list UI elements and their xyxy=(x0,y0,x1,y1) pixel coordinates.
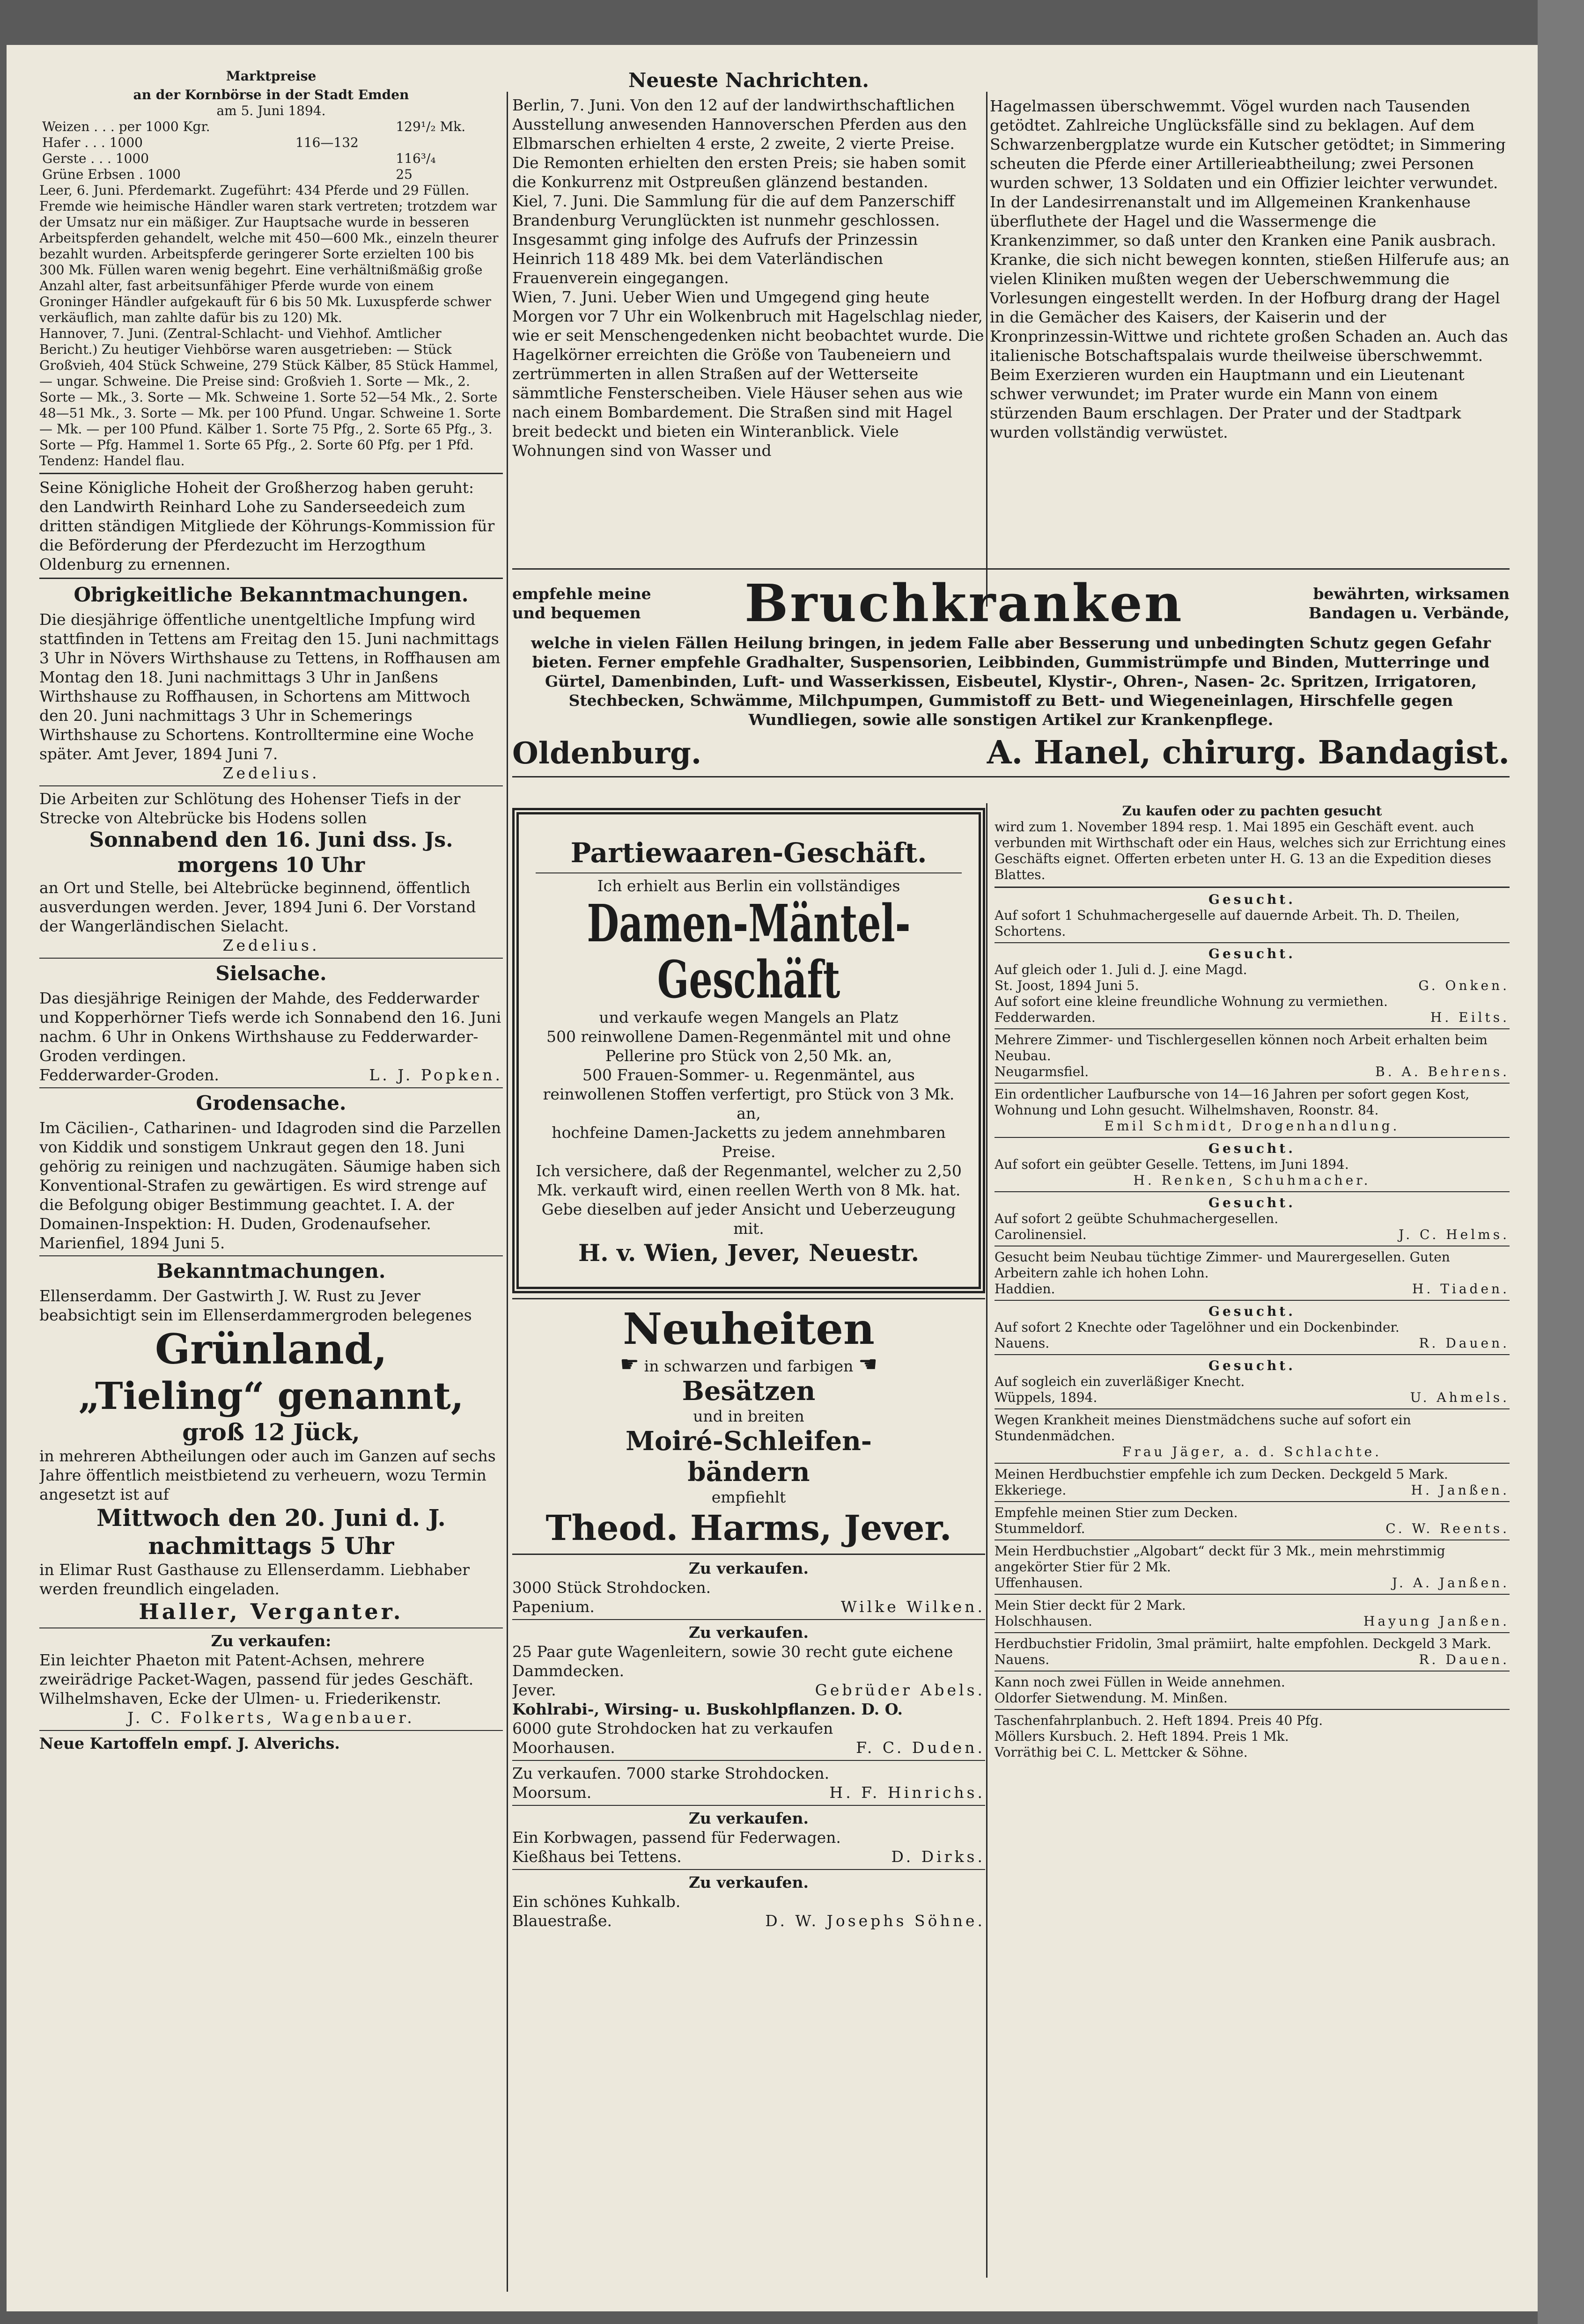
canal-notice-body: an Ort und Stelle, bei Altebrücke beginnend, öffentlich ausverdungen werden. Jever, 1894 Juni 6. Der Vorstand der Wangerländischen Sielacht. xyxy=(39,879,476,935)
official-notices-title: Obrigkeitliche Bekanntmachungen. xyxy=(74,583,469,606)
signature: Emil Schmidt, Drogenhandlung. xyxy=(1104,1118,1400,1134)
notice-grand-duke: Seine Königliche Hoheit der Großherzog haben geruht: den Landwirth Reinhard Lohe zu Sanderseedeich zum dritten ständigen Mitgliede der Köhrungs-Kommission für die Beförderung der Pferdezucht im Herzogthum Oldenburg zu ernennen. xyxy=(39,478,495,573)
wanted-body: Auf sofort 2 geübte Schuhmachergesellen. xyxy=(995,1211,1279,1226)
wanted-title: Gesucht. xyxy=(1208,1304,1296,1319)
vaccination-notice: Die diesjährige öffentliche unentgeltliche Impfung wird stattfinden in Tettens am Freitag den 15. Juni nachmittags 3 Uhr in Növers Wirthshause zu Tettens, in Roffhausen am Montag den 18. Juni nachmittags 3 Uhr in Janßens Wirthshause zu Roffhausen, in Schortens am Mittwoch den 20. Juni nachmittags 3 Uhr in Schemerings Wirthshause zu Schortens. Kontrolltermine eine Woche später. Amt Jever, 1894 Juni 7. xyxy=(39,610,501,763)
newspaper-page xyxy=(7,45,1538,2311)
signature-row: Stummeldorf. C. W. Reents. xyxy=(995,1521,1510,1536)
novelties-line-3: und in breiten xyxy=(693,1407,804,1425)
divider xyxy=(995,1408,1510,1409)
signature-row: Holschhausen. Hayung Janßen. xyxy=(995,1613,1510,1629)
auction-place: in Elimar Rust Gasthause zu Ellenserdamm. Liebhaber werden freundlich eingeladen. xyxy=(39,1561,470,1598)
signature-row: Kießhaus bei Tettens. D. Dirks. xyxy=(512,1847,985,1866)
canal-time: morgens 10 Uhr xyxy=(177,853,365,877)
rent-title: Zu kaufen oder zu pachten gesucht xyxy=(1122,803,1382,819)
column-middle xyxy=(512,50,985,460)
for-sale-title: Zu verkaufen: xyxy=(211,1632,332,1650)
coat-ad-title-2: Geschäft xyxy=(657,949,840,1010)
lot-size: groß 12 Jück, xyxy=(182,1418,360,1446)
coat-ad-intro: Ich erhielt aus Berlin ein vollständiges xyxy=(597,877,900,895)
divider xyxy=(39,578,503,579)
signature: Zedelius. xyxy=(222,936,320,954)
divider xyxy=(39,785,503,786)
signature-row: Papenium. Wilke Wilken. xyxy=(512,1598,985,1616)
groden-notice: Im Cäcilien-, Catharinen- und Idagroden sind die Parzellen von Kiddik und sonstigem Unkraut gegen den 18. Juni gehörig zu reinigen und nachzugäten. Säumige haben sich Konventional-Strafen zu gewärtigen. Es wird strenge auf die Befolgung obiger Bestimmung geachtet. I. A. der Domainen-Inspektion: H. Duden, Grodenaufseher. xyxy=(39,1119,501,1233)
sale-4-body: 6000 gute Strohdocken hat zu verkaufen xyxy=(512,1719,833,1738)
novelties-line-5: bändern xyxy=(687,1457,810,1488)
signature-row: Uffenhausen. J. A. Janßen. xyxy=(995,1575,1510,1591)
signature-row: Moorsum. H. F. Hinrichs. xyxy=(512,1783,985,1802)
signature-row: Fedderwarder-Groden. L. J. Popken. xyxy=(39,1066,503,1084)
signature-row: Neugarmsfiel. B. A. Behrens. xyxy=(995,1064,1510,1079)
coat-ad-reason: und verkaufe wegen Mangels an Platz xyxy=(599,1008,899,1026)
wanted-body: Auf sofort 2 Knechte oder Tagelöhner und ein Dockenbinder. xyxy=(995,1320,1400,1335)
signature-row: Blauestraße. D. W. Josephs Söhne. xyxy=(512,1912,985,1930)
pointing-hand-left-icon: ☚ xyxy=(858,1351,878,1377)
divider xyxy=(512,1869,985,1870)
book-binding-edge xyxy=(1538,0,1584,2324)
column-right-classifieds xyxy=(995,803,1510,1760)
pointing-hand-right-icon: ☛ xyxy=(619,1351,640,1377)
divider xyxy=(995,1191,1510,1192)
column-divider xyxy=(986,92,987,607)
rupture-ad-body: welche in vielen Fällen Heilung bringen, in jedem Falle aber Besserung und unbedingten Schutz gegen Gefahr bieten. Ferner empfehle Gradhalter, Suspensorien, Leibbinden, Gummistrümpfe und Binden, Mutterringe und Gürtel, Damenbinden, Luft- und Wasserkissen, Eisbeutel, Klystir-, Ohren-, Nasen- 2c. Spritzen, Irrigatoren, Stechbecken, Schwämme, Milchpumpen, Gummistoff zu Bett- und Wiegeneinlagen, Hirschfelle gegen Wundliegen, sowie alle sonstigen Artikel zur Krankenpflege. xyxy=(530,634,1491,729)
latest-news-title: Neueste Nachrichten. xyxy=(628,69,869,92)
divider xyxy=(995,1300,1510,1301)
signature-row: Haddien. H. Tiaden. xyxy=(995,1281,1510,1297)
divider xyxy=(512,1554,985,1555)
timetable-ad: Möllers Kursbuch. 2. Heft 1894. Preis 1 Mk. xyxy=(995,1729,1289,1744)
sale-6-title: Zu verkaufen. xyxy=(688,1809,809,1827)
grain-price-table xyxy=(39,119,503,183)
classified-body: Mein Herdbuchstier „Algobart“ deckt für 3 Mk., mein mehrstimmig angekörter Stier für 2 Mk. xyxy=(995,1543,1445,1575)
coat-ad-offer-3: hochfeine Damen-Jacketts zu jedem annehmbaren Preise. xyxy=(552,1123,946,1161)
signature: Frau Jäger, a. d. Schlachte. xyxy=(1122,1444,1382,1459)
auction-date: Mittwoch den 20. Juni d. J. xyxy=(96,1504,446,1532)
canal-notice: Die Arbeiten zur Schlötung des Hohenser Tiefs in der Strecke von Altebrücke bis Hodens sollen xyxy=(39,790,461,827)
divider xyxy=(995,887,1510,888)
rupture-ad-tail: bewährten, wirksamen Bandagen u. Verbände, xyxy=(1308,585,1510,622)
divider xyxy=(995,1501,1510,1502)
sale-5-body: Zu verkaufen. 7000 starke Strohdocken. xyxy=(512,1764,830,1782)
potatoes-ad: Neue Kartoffeln empf. J. Alverichs. xyxy=(39,1734,340,1752)
column-middle-ads xyxy=(512,803,985,1930)
wanted-body: Auf sofort ein geübter Geselle. Tettens, im Juni 1894. xyxy=(995,1157,1349,1172)
divider xyxy=(512,568,1510,570)
divider xyxy=(995,1671,1510,1672)
sale-2-title: Zu verkaufen. xyxy=(688,1623,809,1642)
market-prices-date: am 5. Juni 1894. xyxy=(216,103,326,118)
market-prices-title: Marktpreise xyxy=(226,68,317,84)
classified-body: Empfehle meinen Stier zum Decken. xyxy=(995,1505,1238,1520)
divider xyxy=(512,1298,985,1299)
divider xyxy=(512,1760,985,1761)
auctioneer: Haller, Verganter. xyxy=(139,1599,404,1624)
signature: H. Renken, Schuhmacher. xyxy=(1133,1173,1371,1188)
market-report-hannover: Hannover, 7. Juni. (Zentral-Schlacht- und Viehhof. Amtlicher Bericht.) Zu heutiger Viehbörse waren ausgetrieben: — Stück Großvieh, 404 Stück Schweine, 279 Stück Kälber, 85 Stück Hammel, — ungar. Schweine. Die Preise sind: Großvieh 1. Sorte — Mk., 2. Sorte — Mk., 3. Sorte — Mk. Schweine 1. Sorte 52—54 Mk., 2. Sorte 48—51 Mk., 3. Sorte — Mk. per 100 Pfund. Ungar. Schweine 1. Sorte — Mk. — per 100 Pfund. Kälber 1. Sorte 75 Pfg., 2. Sorte 65 Pfg., 3. Sorte — Pfg. Hammel 1. Sorte 65 Pfg., 2. Sorte 60 Pfg. per 1 Pfd. Tendenz: Handel flau. xyxy=(39,326,501,469)
sale-7-body: Ein schönes Kuhkalb. xyxy=(512,1892,681,1911)
groden-title: Grodensache. xyxy=(196,1092,346,1114)
sale-1-title: Zu verkaufen. xyxy=(688,1559,809,1577)
signature-row: Ekkeriege. H. Janßen. xyxy=(995,1482,1510,1498)
classified-body: Meinen Herdbuchstier empfehle ich zum Decken. Deckgeld 5 Mark. xyxy=(995,1466,1448,1482)
coat-ad-offer-2: 500 Frauen-Sommer- u. Regenmäntel, aus reinwollenen Stoffen verfertigt, pro Stück von 3 Mk. an, xyxy=(543,1066,955,1122)
divider xyxy=(512,776,1510,777)
rupture-ad-lead: empfehle meine und bequemen xyxy=(512,585,651,622)
divider xyxy=(995,1354,1510,1355)
signature: Marienfiel, 1894 Juni 5. xyxy=(39,1234,225,1252)
table-row: Grüne Erbsen . 1000 25 xyxy=(42,167,413,182)
sale-7-title: Zu verkaufen. xyxy=(688,1873,809,1891)
classified-body: Herdbuchstier Fridolin, 3mal prämiirt, halte empfohlen. Deckgeld 3 Mark. xyxy=(995,1636,1491,1651)
rupture-ad-footer xyxy=(512,734,1510,772)
signature-row: Carolinensiel. J. C. Helms. xyxy=(995,1227,1510,1242)
wanted-title: Gesucht. xyxy=(1208,1195,1296,1210)
gruenland-heading: Grünland, xyxy=(155,1325,388,1373)
wanted-title: Gesucht. xyxy=(1208,1141,1296,1156)
table-row: Weizen . . . per 1000 Kgr. 129¹/₂ Mk. xyxy=(42,119,466,134)
divider xyxy=(995,1137,1510,1138)
announcement-intro: Ellenserdamm. Der Gastwirth J. W. Rust zu Jever beabsichtigt sein im Ellenserdammergroden belegenes xyxy=(39,1287,472,1324)
wanted-body: Auf gleich oder 1. Juli d. J. eine Magd. xyxy=(995,962,1247,977)
sale-3-body: Kohlrabi-, Wirsing- u. Buskohlpflanzen. D. O. xyxy=(512,1700,903,1718)
novelties-line-2: Besätzen xyxy=(682,1376,816,1407)
divider xyxy=(39,473,503,474)
divider xyxy=(995,1083,1510,1084)
phaeton-ad: Ein leichter Phaeton mit Patent-Achsen, mehrere zweirädrige Packet-Wagen, passend für jedes Geschäft. Wilhelmshaven, Ecke der Ulmen- u. Friederikenstr. xyxy=(39,1651,474,1708)
column-divider xyxy=(507,92,508,2292)
divider xyxy=(39,1255,503,1256)
signature-row: Nauens. R. Dauen. xyxy=(995,1335,1510,1351)
coat-ad-title: Damen-Mäntel- xyxy=(587,893,911,953)
novelties-line-6: empfiehlt xyxy=(711,1488,786,1506)
column-left xyxy=(39,50,503,1753)
sale-2-body: 25 Paar gute Wagenleitern, sowie 30 recht gute eichene Dammdecken. xyxy=(512,1642,953,1680)
classified-body: Oldorfer Sietwendung. M. Minßen. xyxy=(995,1690,1228,1706)
coat-ad-offer-1: 500 reinwollene Damen-Regenmäntel mit und ohne Pellerine pro Stück von 2,50 Mk. an, xyxy=(546,1027,951,1065)
coat-ad-assurance: Ich versichere, daß der Regenmantel, welcher zu 2,50 Mk. verkauft wird, einen reellen Werth von 8 Mk. hat. Gebe dieselben auf jeder Ansicht und Ueberzeugung mit. xyxy=(536,1162,962,1238)
timetable-ad: Vorräthig bei C. L. Mettcker & Söhne. xyxy=(995,1745,1248,1760)
news-wien-continued: Hagelmassen überschwemmt. Vögel wurden nach Tausenden getödtet. Zahlreiche Unglücksfälle sind zu beklagen. Auf dem Schwarzenbergplatze wurde ein Kutscher getödtet; in Simmering scheuten die Pferde einer Artillerieabtheilung; zwei Personen wurden schwer, 13 Soldaten und ein Offizier leichter verwundet. In der Landesirrenanstalt und im Allgemeinen Krankenhause überfluthete der Hagel und die Wassermenge die Krankenzimmer, so daß unter den Kranken eine Panik ausbrach. Kranke, die sich nicht bewegen konnten, stießen Hilferufe aus; an vielen Kliniken mußten wegen der Ueberschwemmung die Vorlesungen eingestellt werden. In der Hofburg drang der Hagel in die Gemächer des Kaisers, der Kaiserin und der Kronprinzessin-Wittwe und richtete großen Schaden an. Auch das italienische Botschaftspalais wurde theilweise überschwemmt. Beim Exerzieren wurden ein Hauptmann und ein Lieutenant schwer verwundet; im Prater wurde ein Mann von einem stürzenden Baum erschlagen. Der Prater und der Stadtpark wurden vollständig verwüstet. xyxy=(990,97,1510,441)
classified-body: Wegen Krankheit meines Dienstmädchens suche auf sofort ein Stundenmädchen. xyxy=(995,1412,1411,1444)
classified-body: Mehrere Zimmer- und Tischlergesellen können noch Arbeit erhalten beim Neubau. xyxy=(995,1032,1488,1063)
rupture-ad-city: Oldenburg. xyxy=(512,736,702,771)
rupture-ad-signature: A. Hanel, chirurg. Bandagist. xyxy=(987,734,1510,771)
novelties-signature: Theod. Harms, Jever. xyxy=(545,1508,952,1548)
signature-row: Wüppels, 1894. U. Ahmels. xyxy=(995,1390,1510,1405)
classified-body: Mein Stier deckt für 2 Mark. xyxy=(995,1598,1186,1613)
divider xyxy=(39,1730,503,1731)
timetable-ad: Taschenfahrplanbuch. 2. Heft 1894. Preis 40 Pfg. xyxy=(995,1713,1323,1728)
signature: J. C. Folkerts, Wagenbauer. xyxy=(127,1708,415,1727)
classified-body: Ein ordentlicher Laufbursche von 14—16 Jahren per sofort gegen Kost, Wohnung und Lohn gesucht. Wilhelmshaven, Roonstr. 84. xyxy=(995,1086,1470,1118)
signature-row: St. Joost, 1894 Juni 5. G. Onken. xyxy=(995,978,1510,993)
coat-ad-shop: Partiewaaren-Geschäft. xyxy=(570,837,927,869)
divider xyxy=(995,942,1510,943)
market-prices xyxy=(39,68,503,469)
novelties-line-1: ☛ in schwarzen und farbigen ☚ xyxy=(619,1351,878,1377)
divider xyxy=(995,1463,1510,1464)
column-divider xyxy=(986,803,987,2278)
classified-body: Auf sofort eine kleine freundliche Wohnung zu vermiethen. xyxy=(995,994,1388,1009)
wanted-title: Gesucht. xyxy=(1208,892,1296,907)
wanted-body: Auf sogleich ein zuverläßiger Knecht. xyxy=(995,1374,1245,1389)
divider xyxy=(512,1805,985,1806)
coat-shop-ad xyxy=(512,808,985,1293)
sluice-notice: Das diesjährige Reinigen der Mahde, des Fedderwarder und Kopperhörner Tiefs werde ich Sonnabend den 16. Juni nachm. 6 Uhr in Onkens Wirthshause zu Fedderwarder-Groden verdingen. xyxy=(39,989,501,1065)
canal-date: Sonnabend den 16. Juni dss. Js. xyxy=(89,828,453,852)
column-right-top xyxy=(990,50,1510,565)
wanted-body: Auf sofort 1 Schuhmachergeselle auf dauernde Arbeit. Th. D. Theilen, Schortens. xyxy=(995,908,1460,939)
market-prices-subtitle: an der Kornbörse in der Stadt Emden xyxy=(133,87,409,103)
divider xyxy=(512,1619,985,1620)
tieling-heading: „Tieling“ genannt, xyxy=(78,1374,464,1418)
sale-6-body: Ein Korbwagen, passend für Federwagen. xyxy=(512,1828,841,1847)
market-report-leer: Leer, 6. Juni. Pferdemarkt. Zugeführt: 434 Pferde und 29 Füllen. Fremde wie heimische Händler waren stark vertreten; trotzdem war der Umsatz nur ein mäßiger. Zur Hauptsache wurde in besseren Arbeitspferden gehandelt, welche mit 450—600 Mk., einzeln theurer bezahlt wurden. Arbeitspferde geringerer Sorte erzielten 100 bis 300 Mk. Füllen waren wenig begehrt. Eine verhältnißmäßig große Anzahl alter, fast arbeitsunfähiger Pferde wurde von einem Groninger Händler aufgekauft für 6 bis 50 Mk. Luxuspferde schwer verkäuflich, man zahlte dafür bis zu 120) Mk. xyxy=(39,183,499,325)
divider xyxy=(536,872,962,873)
rent-body: wird zum 1. November 1894 resp. 1. Mai 1895 ein Geschäft event. auch verbunden mit Wirthschaft oder ein Haus, welches sich zur Errichtung eines Geschäfts eignet. Offerten erbeten unter H. G. 13 an die Expedition dieses Blattes. xyxy=(995,819,1506,882)
signature-row: Jever. Gebrüder Abels. xyxy=(512,1681,985,1699)
divider xyxy=(995,1028,1510,1029)
divider xyxy=(995,1709,1510,1710)
wanted-title: Gesucht. xyxy=(1208,946,1296,961)
signature: Zedelius. xyxy=(222,764,320,782)
divider xyxy=(995,1632,1510,1633)
classified-body: Kann noch zwei Füllen in Weide annehmen. xyxy=(995,1674,1285,1690)
signature-row: Fedderwarden. H. Eilts. xyxy=(995,1010,1510,1025)
divider xyxy=(39,958,503,959)
signature-row: Nauens. R. Dauen. xyxy=(995,1652,1510,1667)
announcements-title: Bekanntmachungen. xyxy=(156,1260,386,1283)
classified-body: Gesucht beim Neubau tüchtige Zimmer- und Maurergesellen. Guten Arbeitern zahle ich hohen Lohn. xyxy=(995,1249,1450,1281)
wanted-title: Gesucht. xyxy=(1208,1358,1296,1373)
novelties-title: Neuheiten xyxy=(623,1304,875,1354)
announcement-body: in mehreren Abtheilungen oder auch im Ganzen auf sechs Jahre öffentlich meistbietend zu verheuern, wozu Termin angesetzt ist auf xyxy=(39,1447,496,1503)
coat-ad-signature: H. v. Wien, Jever, Neuestr. xyxy=(578,1239,920,1267)
rupture-ad xyxy=(512,565,1510,781)
sluice-title: Sielsache. xyxy=(215,962,327,985)
divider xyxy=(995,1594,1510,1595)
sale-1-body: 3000 Stück Strohdocken. xyxy=(512,1578,711,1597)
news-wien: Wien, 7. Juni. Ueber Wien und Umgegend ging heute Morgen vor 7 Uhr ein Wolkenbruch mit Hagelschlag nieder, wie er seit Menschengedenken nicht beobachtet wurde. Die Hagelkörner erreichten die Größe von Taubeneiern und zertrümmerten in allen Straßen auf der Wetterseite sämmtliche Fensterscheiben. Viele Häuser sehen aus wie nach einem Bombardement. Die Straßen sind mit Hagel breit bedeckt und bieten ein Winteranblick. Viele Wohnungen sind von Wasser und xyxy=(512,288,984,460)
rupture-ad-header xyxy=(512,573,1510,633)
table-row: Gerste . . . 1000 116³/₄ xyxy=(42,151,436,166)
novelties-line-4: Moiré-Schleifen- xyxy=(625,1426,872,1457)
divider xyxy=(39,1087,503,1088)
news-kiel: Kiel, 7. Juni. Die Sammlung für die auf dem Panzerschiff Brandenburg Verunglückten ist nunmehr geschlossen. Insgesammt ging infolge des Aufrufs der Prinzessin Heinrich 118 489 Mk. bei dem Vaterländischen Frauenverein eingegangen. xyxy=(512,192,955,287)
table-row: Hafer . . . 1000 116—132 xyxy=(42,135,359,150)
auction-time: nachmittags 5 Uhr xyxy=(148,1532,394,1560)
news-berlin: Berlin, 7. Juni. Von den 12 auf der landwirthschaftlichen Ausstellung anwesenden Hannoverschen Pferden aus den Elbmarschen erhielten 4 erste, 2 zweite, 2 vierte Preise. Die Remonten erhielten den ersten Preis; sie haben somit die Konkurrenz mit Ostpreußen glänzend bestanden. xyxy=(512,96,967,191)
signature-row: Moorhausen. F. C. Duden. xyxy=(512,1738,985,1757)
rupture-ad-title: Bruchkranken xyxy=(744,573,1184,633)
